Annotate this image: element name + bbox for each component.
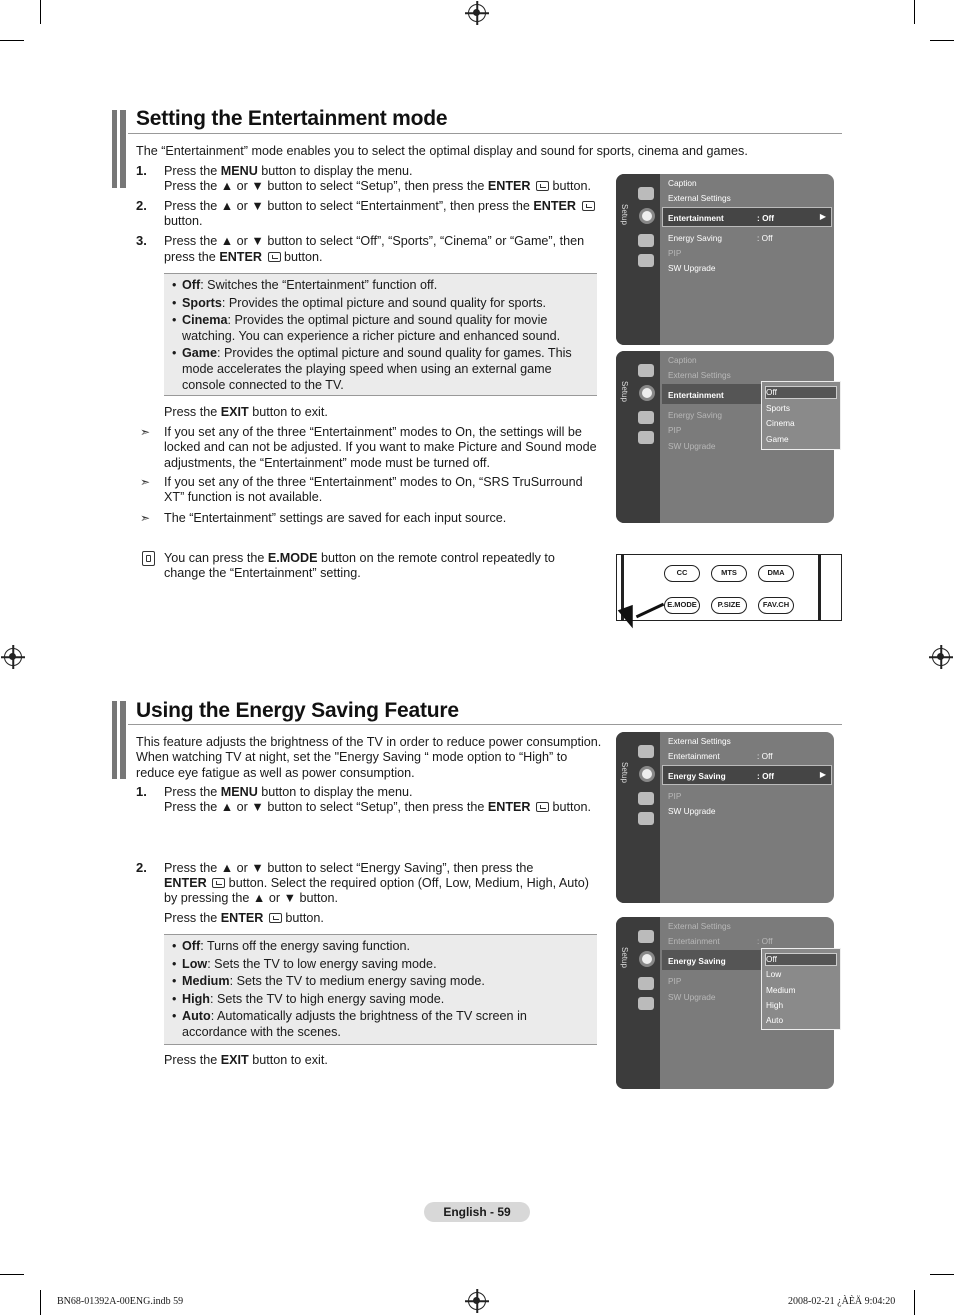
- input-icon: [638, 234, 654, 247]
- section-bar: [112, 110, 117, 188]
- popup-option[interactable]: Auto: [766, 1015, 784, 1025]
- fav-ch-button[interactable]: FAV.CH: [758, 597, 794, 614]
- enter-icon: [268, 252, 281, 262]
- menu-item[interactable]: PIP: [668, 248, 682, 258]
- menu-item[interactable]: SW Upgrade: [668, 441, 716, 451]
- options-box: [164, 934, 597, 1045]
- crop-mark: [40, 0, 41, 24]
- note-arrow-icon: ➣: [140, 425, 151, 439]
- registration-mark-icon: [4, 648, 22, 666]
- crop-mark: [914, 1290, 915, 1315]
- crop-mark: [914, 0, 915, 24]
- menu-item[interactable]: Entertainment: [668, 751, 720, 761]
- step-text: Press the MENU button to display the menu.: [164, 785, 413, 799]
- mts-button[interactable]: MTS: [711, 565, 747, 582]
- popup-option[interactable]: Sports: [766, 403, 790, 413]
- menu-item[interactable]: External Settings: [668, 736, 731, 746]
- options-box: [164, 273, 597, 396]
- title-rule: [128, 133, 842, 134]
- step-text: ENTER button. Select the required option (Off, Low, Medium, High, Auto): [164, 876, 589, 890]
- intro-text: This feature adjusts the brightness of the TV in order to reduce power consumption. When watching TV at night, set the "Energy Saving “ mode option to “High” to reduce eye fatigue as well as power consumption.: [136, 735, 602, 780]
- menu-item[interactable]: PIP: [668, 976, 682, 986]
- section-bar: [120, 701, 126, 779]
- menu-value: : Off: [757, 233, 773, 243]
- popup-option[interactable]: Game: [766, 434, 789, 444]
- menu-value: : Off: [757, 936, 773, 946]
- enter-icon: [269, 913, 282, 923]
- step-number: 1.: [136, 163, 147, 178]
- picture-icon: [638, 930, 654, 943]
- options-popup: [761, 381, 841, 450]
- application-icon: [638, 812, 654, 825]
- popup-option[interactable]: Low: [766, 969, 782, 979]
- menu-sidebar: Setup: [616, 732, 660, 903]
- option-item: • Game: Provides the optimal picture and sound quality for games. This mode accelerates the playing speed when using an external game console connected to the TV.: [172, 346, 597, 393]
- tip-text: You can press the E.MODE button on the remote control repeatedly to change the “Entertainment” setting.: [164, 551, 555, 581]
- options-popup: [761, 948, 841, 1030]
- crop-mark: [40, 1290, 41, 1315]
- input-icon: [638, 977, 654, 990]
- option-item: • Off: Switches the “Entertainment” function off.: [172, 278, 597, 294]
- step-number: 3.: [136, 233, 147, 248]
- dma-button[interactable]: DMA: [758, 565, 794, 582]
- menu-item[interactable]: SW Upgrade: [668, 263, 716, 273]
- menu-value: : Off: [757, 213, 775, 223]
- p-size-button[interactable]: P.SIZE: [711, 597, 747, 614]
- menu-sidebar: Setup: [616, 917, 660, 1089]
- menu-value: : Off: [757, 751, 773, 761]
- option-item: • Cinema: Provides the optimal picture and sound quality for movie watching. You can experience a richer picture and enhanced sound.: [172, 313, 597, 344]
- setup-gear-icon: [639, 951, 655, 967]
- step-text: press the ENTER button.: [164, 250, 323, 264]
- page-number-badge: English - 59: [424, 1202, 530, 1222]
- enter-icon: [536, 802, 549, 812]
- title-rule: [128, 724, 842, 725]
- arrow-right-icon: ▶: [819, 770, 826, 779]
- step-text: Press the MENU button to display the menu.: [164, 164, 413, 178]
- menu-item[interactable]: Caption: [668, 355, 697, 365]
- menu-item[interactable]: SW Upgrade: [668, 992, 716, 1002]
- registration-mark-icon: [468, 4, 486, 22]
- menu-item-energy-saving[interactable]: Energy Saving: [668, 956, 726, 966]
- step-text: Press the ▲ or ▼ button to select “Setup”, then press the ENTER button.: [164, 800, 592, 814]
- popup-option[interactable]: High: [766, 1000, 784, 1010]
- tv-menu-setup: [616, 174, 834, 345]
- menu-item[interactable]: External Settings: [668, 193, 731, 203]
- tip-icon: [142, 551, 155, 566]
- note-arrow-icon: ➣: [140, 511, 151, 525]
- option-item: • Sports: Provides the optimal picture and sound quality for sports.: [172, 296, 597, 312]
- file-info: BN68-01392A-00ENG.indb 59: [57, 1296, 184, 1307]
- e-mode-button[interactable]: E.MODE: [664, 597, 700, 614]
- note-arrow-icon: ➣: [140, 475, 151, 489]
- note-text: If you set any of the three “Entertainment” modes to On, the settings will be locked and can not be adjusted. If you want to make Picture and Sound mode adjustments, the “Entertainment” mode must be turned off.: [164, 425, 597, 470]
- crop-mark: [0, 40, 24, 41]
- crop-mark: [930, 1274, 954, 1275]
- step-text: Press the ▲ or ▼ button to select “Energy Saving”, then press the: [164, 861, 534, 875]
- intro-text: The “Entertainment” mode enables you to select the optimal display and sound for sports, cinema and games.: [136, 144, 748, 158]
- menu-sidebar: Setup: [616, 351, 660, 523]
- popup-option[interactable]: Off: [766, 954, 777, 964]
- section-bar: [112, 701, 117, 779]
- menu-item[interactable]: External Settings: [668, 921, 731, 931]
- crop-mark: [930, 40, 954, 41]
- section-title: Using the Energy Saving Feature: [136, 699, 459, 722]
- setup-gear-icon: [639, 208, 655, 224]
- tv-menu-setup: [616, 917, 834, 1089]
- exit-text: Press the EXIT button to exit.: [164, 1053, 328, 1067]
- menu-item[interactable]: Entertainment: [668, 936, 720, 946]
- tv-menu-setup: [616, 351, 834, 523]
- remote-control-illustration: [616, 554, 842, 621]
- registration-mark-icon: [468, 1292, 486, 1310]
- menu-item[interactable]: Energy Saving: [668, 233, 722, 243]
- application-icon: [638, 431, 654, 444]
- option-item: • High: Sets the TV to high energy saving mode.: [172, 992, 597, 1008]
- section-bar: [120, 110, 126, 188]
- application-icon: [638, 254, 654, 267]
- step-number: 2.: [136, 198, 147, 213]
- setup-gear-icon: [639, 385, 655, 401]
- popup-option[interactable]: Medium: [766, 985, 796, 995]
- step-text: by pressing the ▲ or ▼ button.: [164, 891, 339, 905]
- crop-mark: [0, 1274, 24, 1275]
- note-text: If you set any of the three “Entertainment” modes to On, “SRS TruSurround XT” function is not available.: [164, 475, 583, 505]
- step-text: button.: [164, 214, 203, 228]
- option-item: • Off: Turns off the energy saving function.: [172, 939, 597, 955]
- remote-edge: [818, 555, 821, 621]
- step-number: 1.: [136, 784, 147, 799]
- note-text: The “Entertainment” settings are saved for each input source.: [164, 511, 507, 525]
- tv-menu-setup: [616, 732, 834, 903]
- picture-icon: [638, 745, 654, 758]
- registration-mark-icon: [932, 648, 950, 666]
- section-title: Setting the Entertainment mode: [136, 107, 448, 130]
- picture-icon: [638, 187, 654, 200]
- menu-value: : Off: [757, 771, 775, 781]
- enter-icon: [212, 878, 225, 888]
- step-text: Press the ▲ or ▼ button to select “Setup”, then press the ENTER button.: [164, 179, 592, 193]
- enter-icon: [582, 201, 595, 211]
- menu-item[interactable]: External Settings: [668, 370, 731, 380]
- setup-gear-icon: [639, 766, 655, 782]
- popup-option[interactable]: Cinema: [766, 418, 795, 428]
- input-icon: [638, 411, 654, 424]
- menu-item-energy-saving[interactable]: Energy Saving: [668, 771, 726, 781]
- menu-item-entertainment[interactable]: Entertainment: [668, 213, 724, 223]
- popup-option[interactable]: Off: [766, 387, 777, 397]
- pointer-arrow-icon: [636, 603, 664, 618]
- step-number: 2.: [136, 860, 147, 875]
- option-item: • Low: Sets the TV to low energy saving mode.: [172, 957, 597, 973]
- menu-sidebar: Setup: [616, 174, 660, 345]
- menu-item[interactable]: Caption: [668, 178, 697, 188]
- application-icon: [638, 997, 654, 1010]
- menu-item[interactable]: PIP: [668, 791, 682, 801]
- step-text: Press the ▲ or ▼ button to select “Off”, “Sports”, “Cinema” or “Game”, then: [164, 234, 585, 248]
- menu-item[interactable]: PIP: [668, 425, 682, 435]
- enter-icon: [536, 181, 549, 191]
- option-item: • Auto: Automatically adjusts the brightness of the TV screen in accordance with the scenes.: [172, 1009, 597, 1040]
- print-date: 2008-02-21 ¿ÀÈÄ 9:04:20: [788, 1296, 896, 1307]
- exit-text: Press the EXIT button to exit.: [164, 405, 328, 419]
- menu-item[interactable]: Energy Saving: [668, 410, 722, 420]
- menu-item[interactable]: SW Upgrade: [668, 806, 716, 816]
- step-text: Press the ▲ or ▼ button to select “Entertainment”, then press the ENTER: [164, 199, 614, 214]
- arrow-right-icon: ▶: [819, 212, 826, 221]
- cc-button[interactable]: CC: [664, 565, 700, 582]
- menu-item-entertainment[interactable]: Entertainment: [668, 390, 724, 400]
- input-icon: [638, 792, 654, 805]
- picture-icon: [638, 364, 654, 377]
- option-item: • Medium: Sets the TV to medium energy saving mode.: [172, 974, 597, 990]
- step-text: Press the ENTER button.: [164, 911, 324, 925]
